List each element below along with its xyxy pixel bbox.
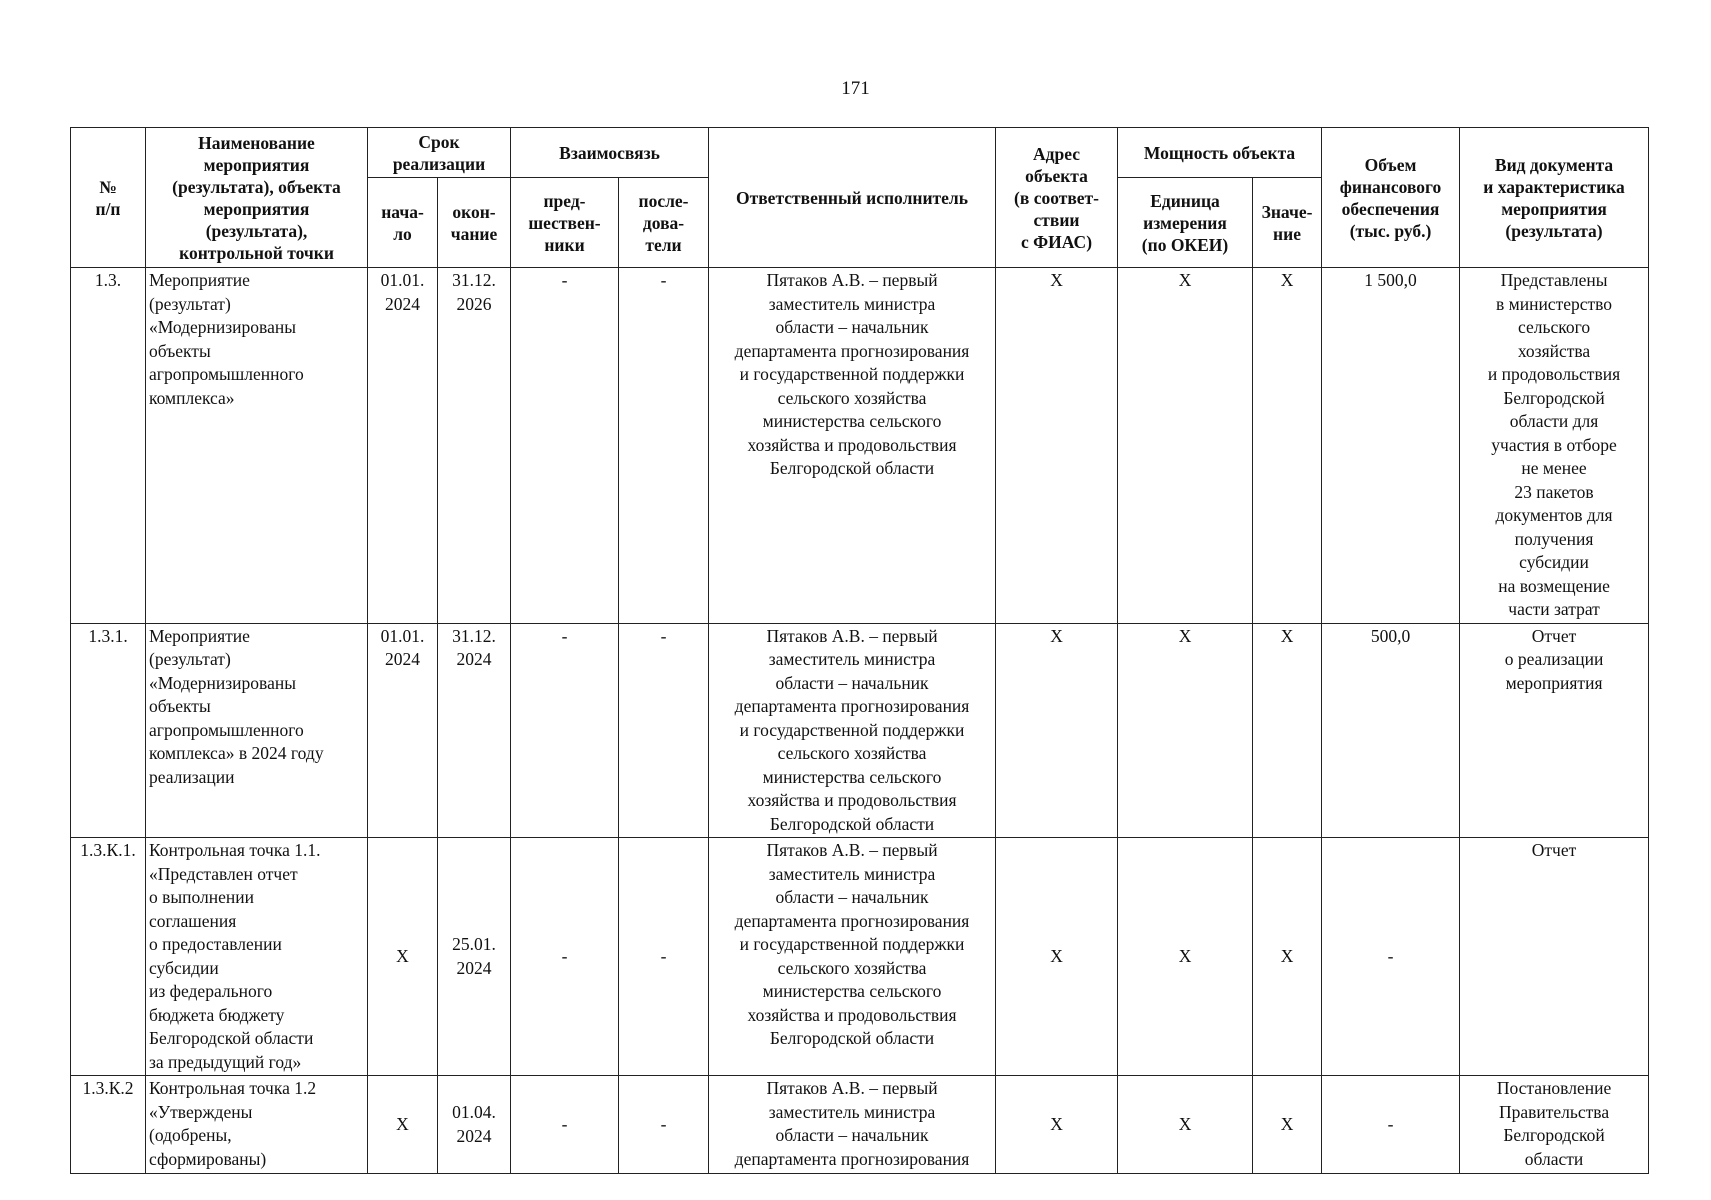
header-power: Мощность объекта — [1118, 128, 1322, 178]
header-document: Вид документа и характеристика мероприятия (результата) — [1460, 128, 1649, 268]
row-unit: X — [1118, 838, 1253, 1076]
header-executor: Ответственный исполнитель — [709, 128, 996, 268]
row-end: 31.12. 2026 — [438, 268, 511, 624]
header-value: Значе- ние — [1253, 178, 1322, 268]
row-predecessors: - — [511, 623, 619, 838]
header-end: окон- чание — [438, 178, 511, 268]
row-value: X — [1253, 623, 1322, 838]
row-executor: Пятаков А.В. – первый заместитель министра области – начальник департамента прогнозирования и государственной поддержки сельского хозяйства министерства сельского хозяйства и продовольствия Белгородской области — [709, 623, 996, 838]
row-predecessors: - — [511, 268, 619, 624]
row-document: Постановление Правительства Белгородской области — [1460, 1076, 1649, 1174]
row-successors: - — [619, 838, 709, 1076]
header-start: нача- ло — [368, 178, 438, 268]
row-finance: 1 500,0 — [1322, 268, 1460, 624]
row-num: 1.3.К.1. — [71, 838, 146, 1076]
row-start: X — [368, 1076, 438, 1174]
header-unit: Единица измерения (по ОКЕИ) — [1118, 178, 1253, 268]
table-row — [71, 623, 1649, 838]
row-predecessors: - — [511, 1076, 619, 1174]
row-executor: Пятаков А.В. – первый заместитель министра области – начальник департамента прогнозирования и государственной поддержки сельского хозяйства министерства сельского хозяйства и продовольствия Белгородской области — [709, 838, 996, 1076]
row-finance: 500,0 — [1322, 623, 1460, 838]
row-successors: - — [619, 268, 709, 624]
row-document: Отчет о реализации мероприятия — [1460, 623, 1649, 838]
row-address: X — [996, 268, 1118, 624]
row-document: Представлены в министерство сельского хозяйства и продовольствия Белгородской области для участия в отборе не менее 23 пакетов документов для получения субсидии на возмещение части затрат — [1460, 268, 1649, 624]
row-name: Мероприятие (результат) «Модернизированы объекты агропромышленного комплекса» в 2024 году реализации — [146, 623, 368, 838]
row-address: X — [996, 1076, 1118, 1174]
header-link: Взаимосвязь — [511, 128, 709, 178]
row-name: Контрольная точка 1.2 «Утверждены (одобрены, сформированы) — [146, 1076, 368, 1174]
row-unit: X — [1118, 268, 1253, 624]
row-name: Мероприятие (результат) «Модернизированы объекты агропромышленного комплекса» — [146, 268, 368, 624]
row-document: Отчет — [1460, 838, 1649, 1076]
page-number: 171 — [841, 78, 870, 99]
row-executor: Пятаков А.В. – первый заместитель министра области – начальник департамента прогнозирования и государственной поддержки сельского хозяйства министерства сельского хозяйства и продовольствия Белгородской области — [709, 268, 996, 624]
row-address: X — [996, 838, 1118, 1076]
row-end: 25.01. 2024 — [438, 838, 511, 1076]
row-num: 1.3.К.2 — [71, 1076, 146, 1174]
row-value: X — [1253, 268, 1322, 624]
row-value: X — [1253, 838, 1322, 1076]
table-row — [71, 1076, 1649, 1174]
measures-table — [70, 127, 1649, 1174]
row-name: Контрольная точка 1.1. «Представлен отчет о выполнении соглашения о предоставлении субсидии из федерального бюджета бюджету Белгородской области за предыдущий год» — [146, 838, 368, 1076]
row-value: X — [1253, 1076, 1322, 1174]
row-end: 31.12. 2024 — [438, 623, 511, 838]
row-finance: - — [1322, 838, 1460, 1076]
row-finance: - — [1322, 1076, 1460, 1174]
row-start: X — [368, 838, 438, 1076]
header-num: № п/п — [71, 128, 146, 268]
table-row — [71, 838, 1649, 1076]
header-predecessors: пред- шествен- ники — [511, 178, 619, 268]
row-end: 01.04. 2024 — [438, 1076, 511, 1174]
row-successors: - — [619, 623, 709, 838]
row-num: 1.3.1. — [71, 623, 146, 838]
header-address: Адрес объекта (в соответ- ствии с ФИАС) — [996, 128, 1118, 268]
header-successors: после- дова- тели — [619, 178, 709, 268]
row-successors: - — [619, 1076, 709, 1174]
table-row — [71, 268, 1649, 624]
row-predecessors: - — [511, 838, 619, 1076]
row-executor: Пятаков А.В. – первый заместитель министра области – начальник департамента прогнозирования — [709, 1076, 996, 1174]
row-num: 1.3. — [71, 268, 146, 624]
row-start: 01.01. 2024 — [368, 268, 438, 624]
row-unit: X — [1118, 623, 1253, 838]
row-start: 01.01. 2024 — [368, 623, 438, 838]
row-address: X — [996, 623, 1118, 838]
row-unit: X — [1118, 1076, 1253, 1174]
header-finance: Объем финансового обеспечения (тыс. руб.) — [1322, 128, 1460, 268]
header-name: Наименование мероприятия (результата), объекта мероприятия (результата), контрольной точки — [146, 128, 368, 268]
header-term: Срок реализации — [368, 128, 511, 178]
